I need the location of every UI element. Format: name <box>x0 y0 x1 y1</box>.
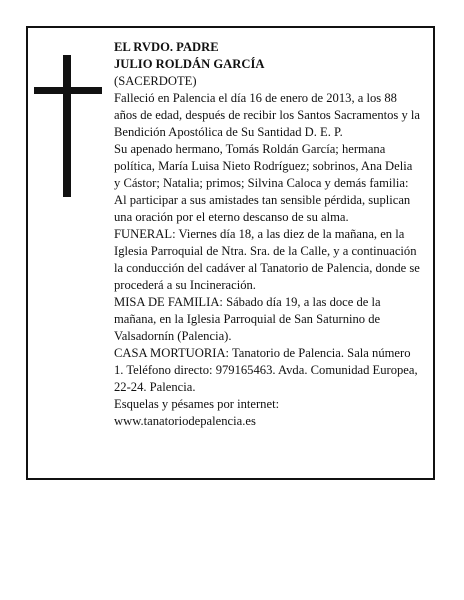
cross-horizontal-bar <box>34 87 102 94</box>
condolences-label: Esquelas y pésames por internet: <box>114 397 280 411</box>
family-mass-details: MISA DE FAMILIA: Sábado día 19, a las doce de la mañana, en la Iglesia Parroquial de San Saturnino de Valsadornín (Palencia). <box>114 295 381 343</box>
condolences-website: www.tanatoriodepalencia.es <box>114 414 256 428</box>
obituary-text <box>114 39 420 430</box>
obituary-role: (SACERDOTE) <box>114 74 197 88</box>
family-list: Su apenado hermano, Tomás Roldán García; hermana política, María Luisa Nieto Rodríguez; sobrinos, Ana Delia y Cástor; Natalia; primos; Silvina Caloca y demás familia: <box>114 142 413 190</box>
funeral-details: FUNERAL: Viernes día 18, a las diez de la mañana, en la Iglesia Parroquial de Ntra. Sra. de la Calle, y a continuación la conducción del cadáver al Tanatorio de Palencia, donde se procederá a su Incineración. <box>114 227 420 292</box>
obituary-heading-name: JULIO ROLDÁN GARCÍA <box>114 57 265 71</box>
prayer-request: Al participar a sus amistades tan sensible pérdida, suplican una oración por el eterno descanso de su alma. <box>114 193 411 224</box>
obituary-heading-line1: EL RVDO. PADRE <box>114 40 219 54</box>
mortuary-details: CASA MORTUORIA: Tanatorio de Palencia. Sala número 1. Teléfono directo: 979165463. Avda. Comunidad Europea, 22-24. Palencia. <box>114 346 418 394</box>
cross-vertical-bar <box>63 55 71 197</box>
cross-icon <box>34 55 102 197</box>
death-announcement: Falleció en Palencia el día 16 de enero de 2013, a los 88 años de edad, después de recibir los Santos Sacramentos y la Bendición Apostólica de Su Santidad D. E. P. <box>114 91 421 139</box>
